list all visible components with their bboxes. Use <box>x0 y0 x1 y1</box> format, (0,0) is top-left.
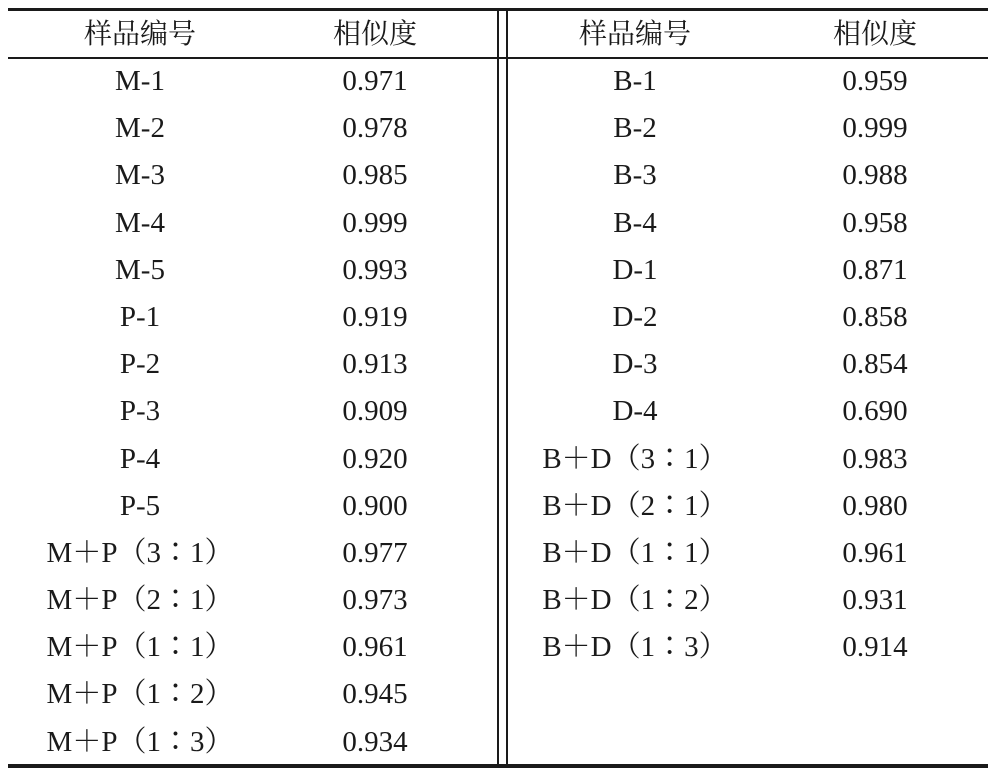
table-row <box>0 341 993 388</box>
table-row <box>0 719 993 766</box>
left-similarity-cell: 0.973 <box>342 584 408 617</box>
right-similarity-cell: 0.980 <box>842 489 908 522</box>
right-sample-cell: D-1 <box>612 253 658 286</box>
table-row <box>0 530 993 577</box>
table-row <box>0 577 993 624</box>
left-sample-cell: M＋P（3∶1） <box>46 536 234 569</box>
table-row <box>0 247 993 294</box>
right-similarity-cell: 0.871 <box>842 253 908 286</box>
right-sample-cell: B-1 <box>613 65 657 97</box>
left-similarity-cell: 0.993 <box>342 253 408 286</box>
right-sample-cell: D-4 <box>612 395 658 428</box>
table-row <box>0 58 993 105</box>
right-sample-cell: B＋D（2∶1） <box>542 489 728 522</box>
left-sample-cell: P-1 <box>119 300 161 333</box>
left-sample-cell: M-1 <box>115 65 165 97</box>
left-similarity-cell: 0.900 <box>342 489 408 522</box>
right-similarity-cell: 0.958 <box>842 206 908 239</box>
right-sample-cell: D-3 <box>612 348 658 381</box>
right-sample-cell: B-4 <box>613 206 657 239</box>
left-similarity-cell: 0.978 <box>342 112 408 145</box>
left-similarity-cell: 0.999 <box>342 206 408 239</box>
right-sample-cell: B＋D（1∶2） <box>542 584 728 617</box>
table-row <box>0 483 993 530</box>
left-similarity-cell: 0.985 <box>342 159 408 192</box>
right-sample-cell: D-2 <box>612 300 658 333</box>
left-similarity-cell: 0.919 <box>342 300 408 333</box>
table-row <box>0 388 993 435</box>
left-sample-cell: P-2 <box>119 348 161 381</box>
left-sample-cell: P-4 <box>119 442 161 475</box>
left-sample-cell: M-4 <box>115 206 165 239</box>
right-sample-cell: B＋D（1∶3） <box>542 631 728 664</box>
left-similarity-cell: 0.920 <box>342 442 408 475</box>
left-similarity-cell: 0.934 <box>342 725 408 758</box>
right-sample-cell: B＋D（1∶1） <box>542 536 728 569</box>
left-header-sample: 样品编号 <box>83 17 196 50</box>
table-row <box>0 294 993 341</box>
table-row <box>0 436 993 483</box>
table-row <box>0 152 993 199</box>
left-sample-cell: P-3 <box>119 395 161 428</box>
right-similarity-cell: 0.914 <box>842 631 908 664</box>
left-header-similarity: 相似度 <box>332 17 417 50</box>
right-sample-cell: B-3 <box>613 159 657 192</box>
left-sample-cell: M＋P（1∶1） <box>46 631 234 664</box>
left-sample-cell: M-2 <box>115 112 165 145</box>
left-similarity-cell: 0.945 <box>342 678 408 711</box>
left-sample-cell: M＋P（1∶2） <box>46 678 234 711</box>
left-sample-cell: M-5 <box>115 253 165 286</box>
right-similarity-cell: 0.854 <box>842 348 908 381</box>
right-similarity-cell: 0.983 <box>842 442 908 475</box>
right-sample-cell: B＋D（3∶1） <box>542 442 728 475</box>
right-similarity-cell: 0.961 <box>842 536 908 569</box>
right-header-similarity: 相似度 <box>832 17 917 50</box>
table-row <box>0 105 993 152</box>
left-similarity-cell: 0.961 <box>342 631 408 664</box>
right-similarity-cell: 0.690 <box>842 395 908 428</box>
left-sample-cell: M-3 <box>115 159 165 192</box>
left-similarity-cell: 0.977 <box>342 536 408 569</box>
right-similarity-cell: 0.999 <box>842 112 908 145</box>
table-row <box>0 200 993 247</box>
left-sample-cell: P-5 <box>119 489 161 522</box>
right-similarity-cell: 0.858 <box>842 300 908 333</box>
right-similarity-cell: 0.931 <box>842 584 908 617</box>
left-sample-cell: M＋P（1∶3） <box>46 725 234 758</box>
table-row <box>0 671 993 718</box>
right-header-sample: 样品编号 <box>578 17 691 50</box>
left-similarity-cell: 0.909 <box>342 395 408 428</box>
left-sample-cell: M＋P（2∶1） <box>46 584 234 617</box>
right-similarity-cell: 0.988 <box>842 159 908 192</box>
left-similarity-cell: 0.913 <box>342 348 408 381</box>
right-sample-cell: B-2 <box>613 112 657 145</box>
left-similarity-cell: 0.971 <box>342 65 408 97</box>
table-body <box>0 58 993 766</box>
right-similarity-cell: 0.959 <box>842 65 908 97</box>
table-row <box>0 624 993 671</box>
